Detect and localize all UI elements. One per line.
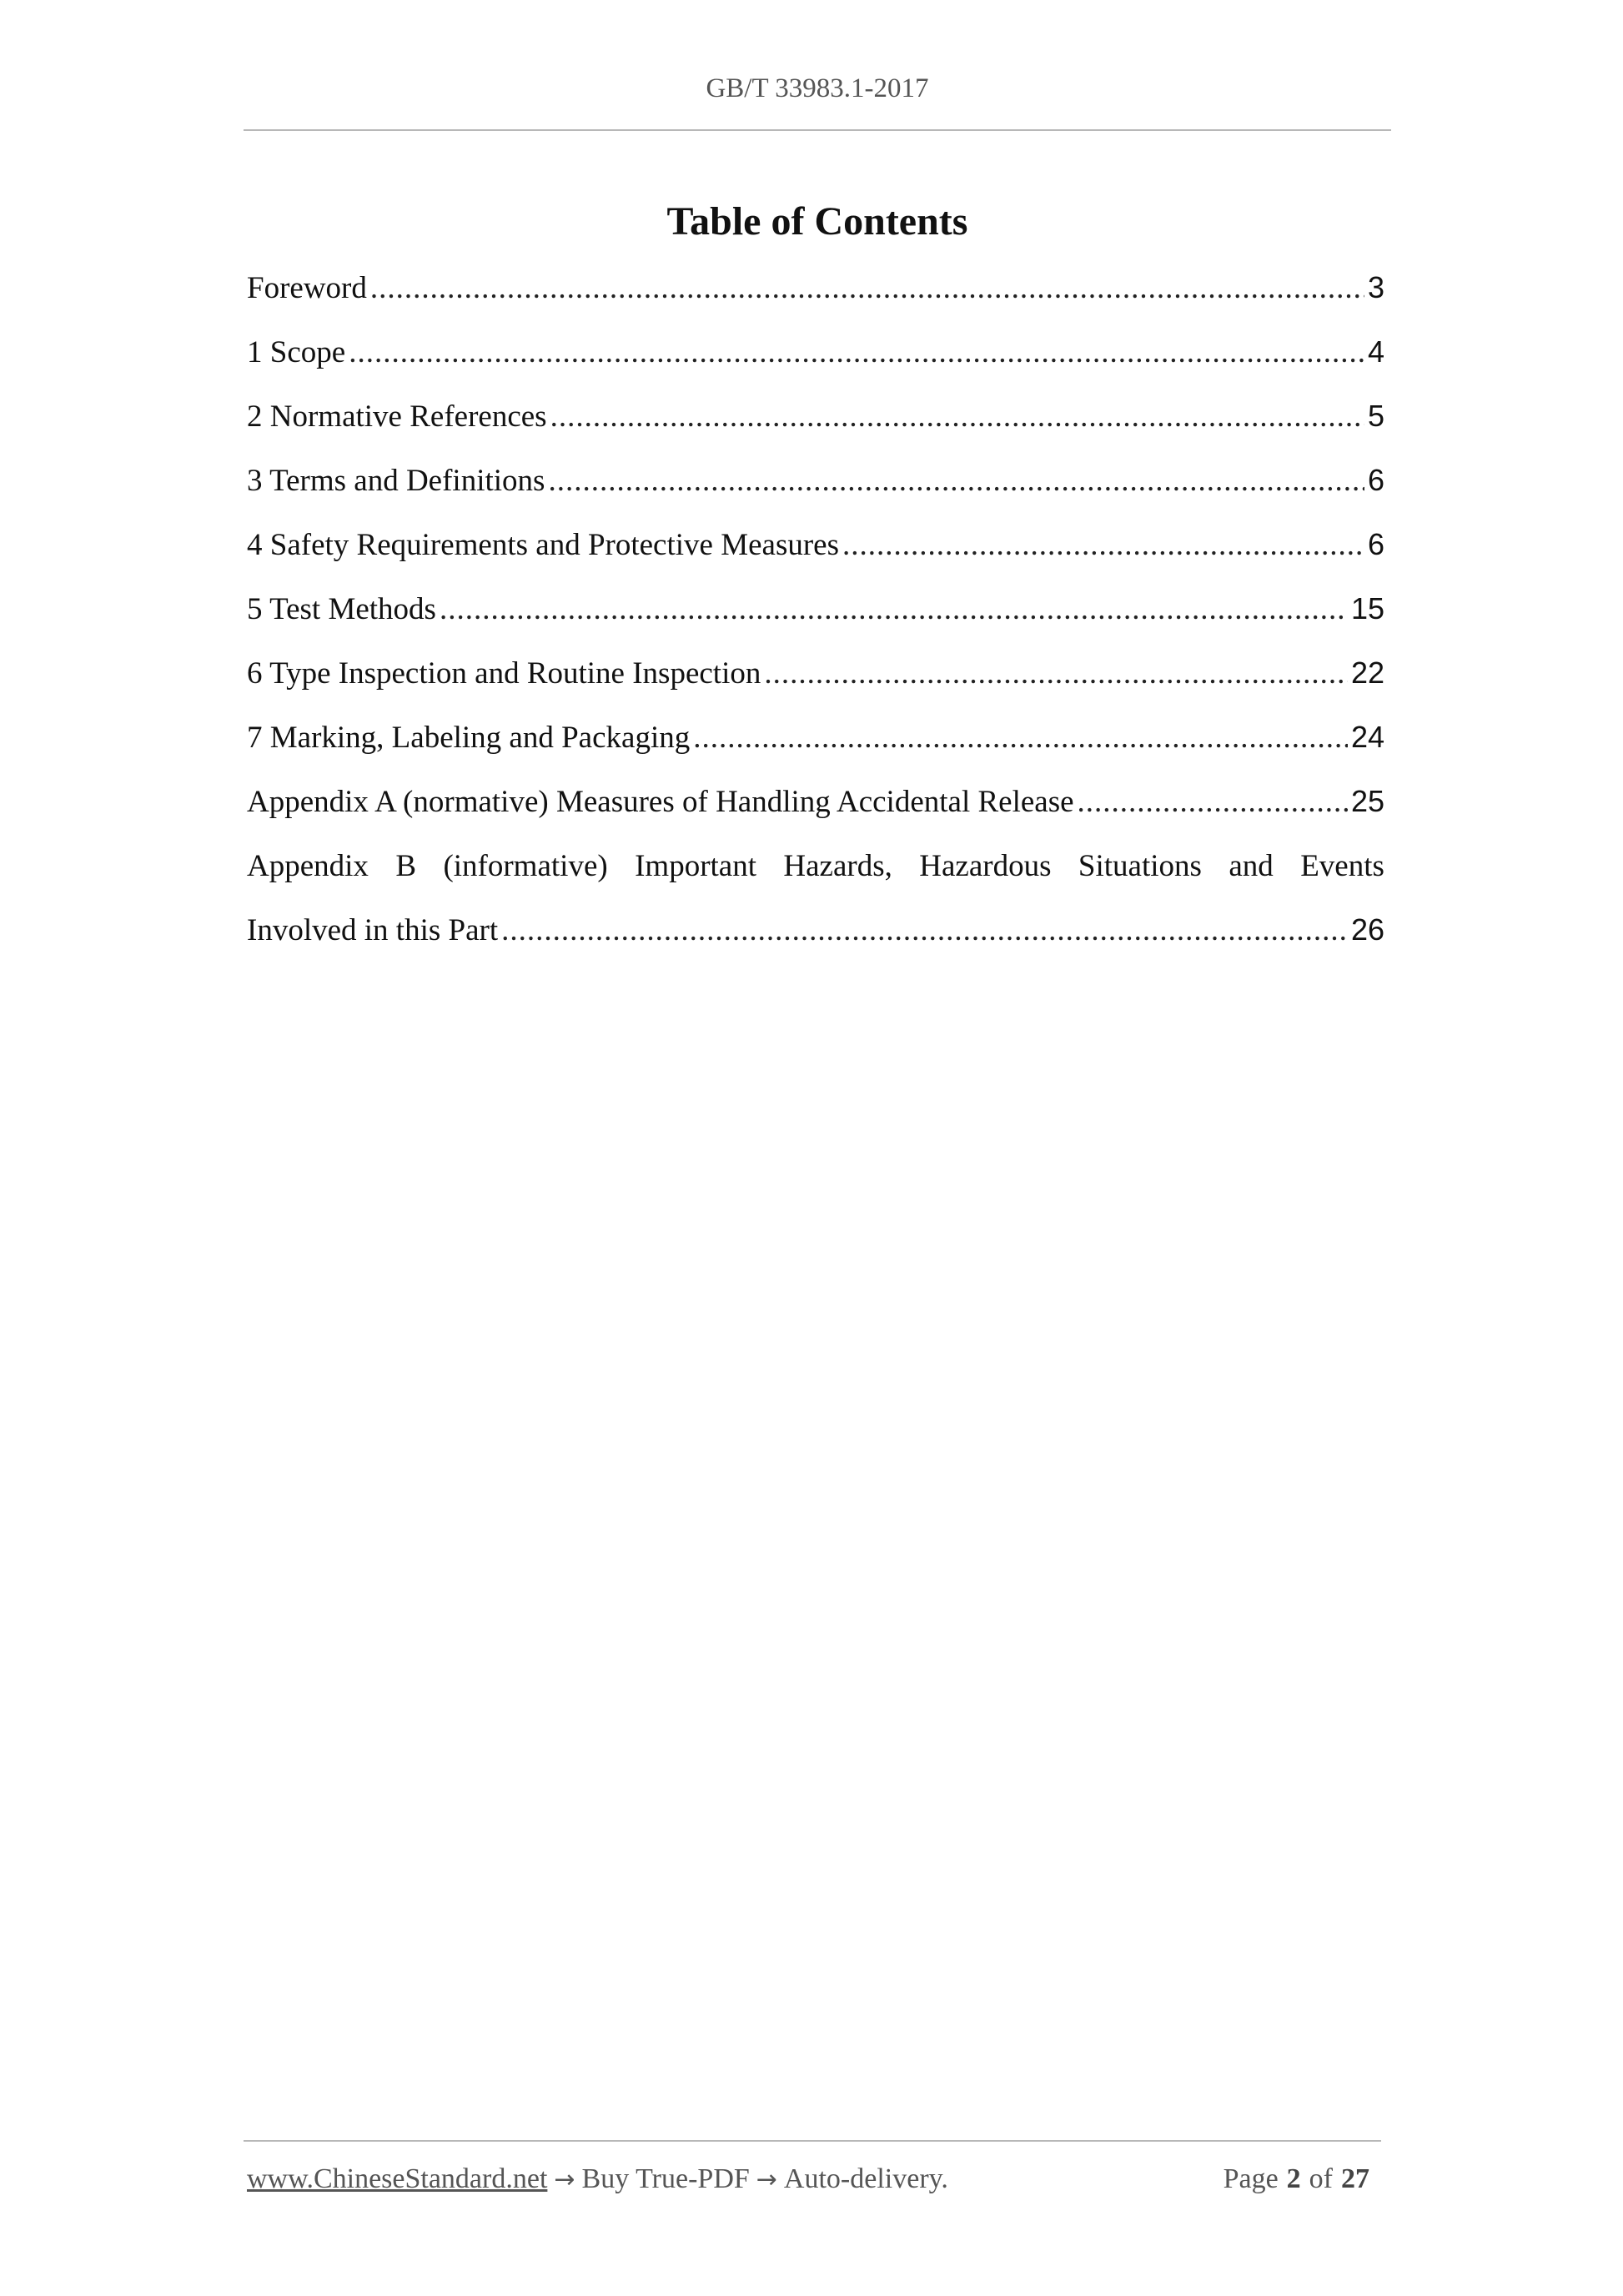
toc-entry-page: 22 — [1350, 656, 1384, 690]
toc-list — [247, 270, 1384, 977]
toc-entry-appendix-b-line1[interactable] — [247, 848, 1384, 912]
toc-word: Appendix — [247, 849, 369, 883]
page-current: 2 — [1286, 2163, 1301, 2194]
dot-leader — [548, 463, 1364, 499]
toc-word: and — [1229, 849, 1274, 883]
buy-text: Buy True-PDF — [581, 2163, 750, 2194]
arrow-right-icon: → — [756, 2165, 777, 2194]
toc-entry-page: 25 — [1350, 784, 1384, 818]
toc-entry-page: 4 — [1367, 334, 1384, 369]
delivery-text: Auto-delivery. — [783, 2163, 948, 2194]
site-link[interactable]: www.ChineseStandard.net — [247, 2163, 548, 2194]
page-footer — [247, 2163, 1378, 2195]
toc-entry-appendix-b-line2[interactable] — [247, 912, 1384, 977]
toc-entry-safety-requirements[interactable] — [247, 527, 1384, 591]
toc-word: Events — [1300, 849, 1384, 883]
page-number — [1224, 2163, 1378, 2195]
toc-entry-scope[interactable] — [247, 334, 1384, 399]
toc-word: Hazardous — [919, 849, 1052, 883]
toc-entry-test-methods[interactable] — [247, 591, 1384, 656]
toc-entry-page: 24 — [1350, 720, 1384, 754]
page-total: 27 — [1341, 2163, 1369, 2194]
dot-leader — [693, 720, 1348, 756]
header-rule — [244, 129, 1391, 131]
dot-leader — [842, 527, 1364, 563]
toc-entry-appendix-a[interactable] — [247, 784, 1384, 848]
toc-entry-text: 4 Safety Requirements and Protective Measures — [247, 528, 839, 562]
dot-leader — [370, 270, 1364, 306]
dot-leader — [349, 334, 1364, 370]
toc-entry-text: 5 Test Methods — [247, 592, 436, 626]
dot-leader — [550, 399, 1364, 435]
toc-entry-text: Appendix A (normative) Measures of Handling Accidental Release — [247, 785, 1074, 819]
toc-entry-page: 26 — [1350, 912, 1384, 947]
toc-entry-text: 3 Terms and Definitions — [247, 464, 545, 498]
toc-entry-page: 6 — [1367, 463, 1384, 497]
toc-entry-text: 7 Marking, Labeling and Packaging — [247, 721, 691, 755]
of-word: of — [1309, 2163, 1333, 2194]
toc-entry-text: 6 Type Inspection and Routine Inspection — [247, 656, 761, 691]
toc-entry-text: Foreword — [247, 271, 367, 305]
toc-entry-marking-labeling[interactable] — [247, 720, 1384, 784]
toc-entry-page: 5 — [1367, 399, 1384, 433]
toc-word: B — [395, 849, 417, 883]
toc-title: Table of Contents — [666, 199, 968, 244]
toc-word: Hazards, — [783, 849, 892, 883]
toc-word: Important — [635, 849, 756, 883]
running-header: GB/T 33983.1-2017 — [706, 73, 929, 103]
toc-entry-text: 2 Normative References — [247, 399, 547, 434]
dot-leader — [501, 912, 1348, 948]
toc-word: (informative) — [443, 849, 608, 883]
footer-rule — [244, 2140, 1381, 2142]
toc-entry-type-inspection[interactable] — [247, 656, 1384, 720]
toc-entry-normative-references[interactable] — [247, 399, 1384, 463]
toc-entry-text: Involved in this Part — [247, 913, 499, 947]
toc-entry-foreword[interactable] — [247, 270, 1384, 334]
toc-entry-page: 3 — [1367, 270, 1384, 304]
toc-entry-text: 1 Scope — [247, 335, 346, 369]
footer-promo — [247, 2163, 948, 2195]
dot-leader — [440, 591, 1348, 627]
toc-entry-page: 6 — [1367, 527, 1384, 561]
toc-entry-page: 15 — [1350, 591, 1384, 625]
dot-leader — [1078, 784, 1348, 820]
toc-entry-terms-definitions[interactable] — [247, 463, 1384, 527]
toc-word: Situations — [1078, 849, 1202, 883]
arrow-right-icon: → — [554, 2165, 575, 2194]
page-word: Page — [1223, 2163, 1279, 2194]
dot-leader — [764, 656, 1348, 691]
